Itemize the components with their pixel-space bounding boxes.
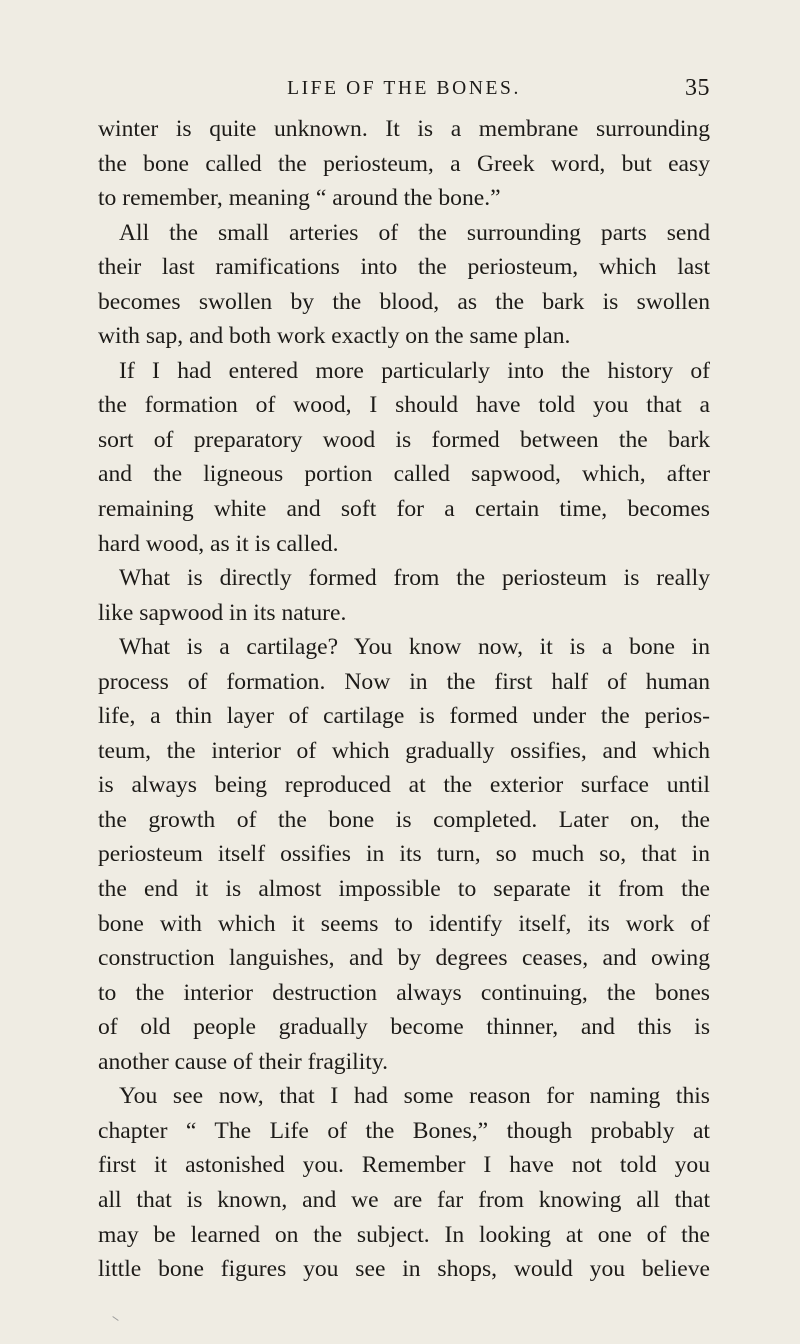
text-line: construction languishes, and by degrees ceases, and owing bbox=[98, 945, 710, 972]
page-header bbox=[98, 75, 710, 110]
text-line: and the ligneous portion called sapwood, which, after bbox=[98, 461, 710, 488]
text-line: to remember, meaning “ around the bone.” bbox=[98, 185, 501, 212]
text-line: teum, the interior of which gradually ossifies, and which bbox=[98, 737, 710, 764]
text-line: first it astonished you. Remember I have not told you bbox=[98, 1152, 710, 1179]
text-line: process of formation. Now in the first half of human bbox=[98, 668, 710, 695]
text-line: All the small arteries of the surrounding parts send bbox=[119, 219, 710, 246]
text-line: hard wood, as it is called. bbox=[98, 530, 339, 557]
text-line: What is directly formed from the periosteum is really bbox=[119, 565, 710, 592]
text-line: is always being reproduced at the exterior surface until bbox=[98, 772, 710, 799]
text-line: sort of preparatory wood is formed between the bark bbox=[98, 426, 710, 453]
text-line: the bone called the periosteum, a Greek word, but easy bbox=[98, 150, 710, 177]
text-line: chapter “ The Life of the Bones,” though probably at bbox=[98, 1117, 710, 1144]
text-line: another cause of their fragility. bbox=[98, 1048, 388, 1075]
text-line: remaining white and soft for a certain time, becomes bbox=[98, 496, 710, 523]
running-head: LIFE OF THE BONES. bbox=[287, 78, 521, 99]
text-line: the end it is almost impossible to separate it from the bbox=[98, 876, 710, 903]
text-line: all that is known, and we are far from knowing all that bbox=[98, 1186, 710, 1213]
text-line: periosteum itself ossifies in its turn, so much so, that in bbox=[98, 841, 710, 868]
text-line: the growth of the bone is completed. Later on, the bbox=[98, 806, 710, 833]
paper-mark bbox=[112, 1316, 118, 1321]
text-line: their last ramifications into the periosteum, which last bbox=[98, 254, 710, 281]
text-line: If I had entered more particularly into the history of bbox=[119, 357, 710, 384]
text-line: You see now, that I had some reason for naming this bbox=[119, 1083, 710, 1110]
page-number: 35 bbox=[685, 75, 710, 101]
text-line: of old people gradually become thinner, and this is bbox=[98, 1014, 710, 1041]
text-line: life, a thin layer of cartilage is formed under the perios- bbox=[98, 703, 710, 730]
text-line: winter is quite unknown. It is a membrane surrounding bbox=[98, 116, 710, 142]
text-line: bone with which it seems to identify itself, its work of bbox=[98, 910, 710, 937]
text-line: What is a cartilage? You know now, it is a bone in bbox=[119, 634, 710, 661]
text-line: to the interior destruction always continuing, the bones bbox=[98, 979, 710, 1006]
text-line: like sapwood in its nature. bbox=[98, 599, 347, 626]
text-line: little bone figures you see in shops, would you believe bbox=[98, 1256, 710, 1283]
text-line: may be learned on the subject. In looking at one of the bbox=[98, 1221, 710, 1248]
text-line: the formation of wood, I should have told you that a bbox=[98, 392, 710, 419]
body-text bbox=[98, 112, 710, 1287]
text-line: with sap, and both work exactly on the same plan. bbox=[98, 323, 571, 350]
text-line: becomes swollen by the blood, as the bark is swollen bbox=[98, 288, 710, 315]
